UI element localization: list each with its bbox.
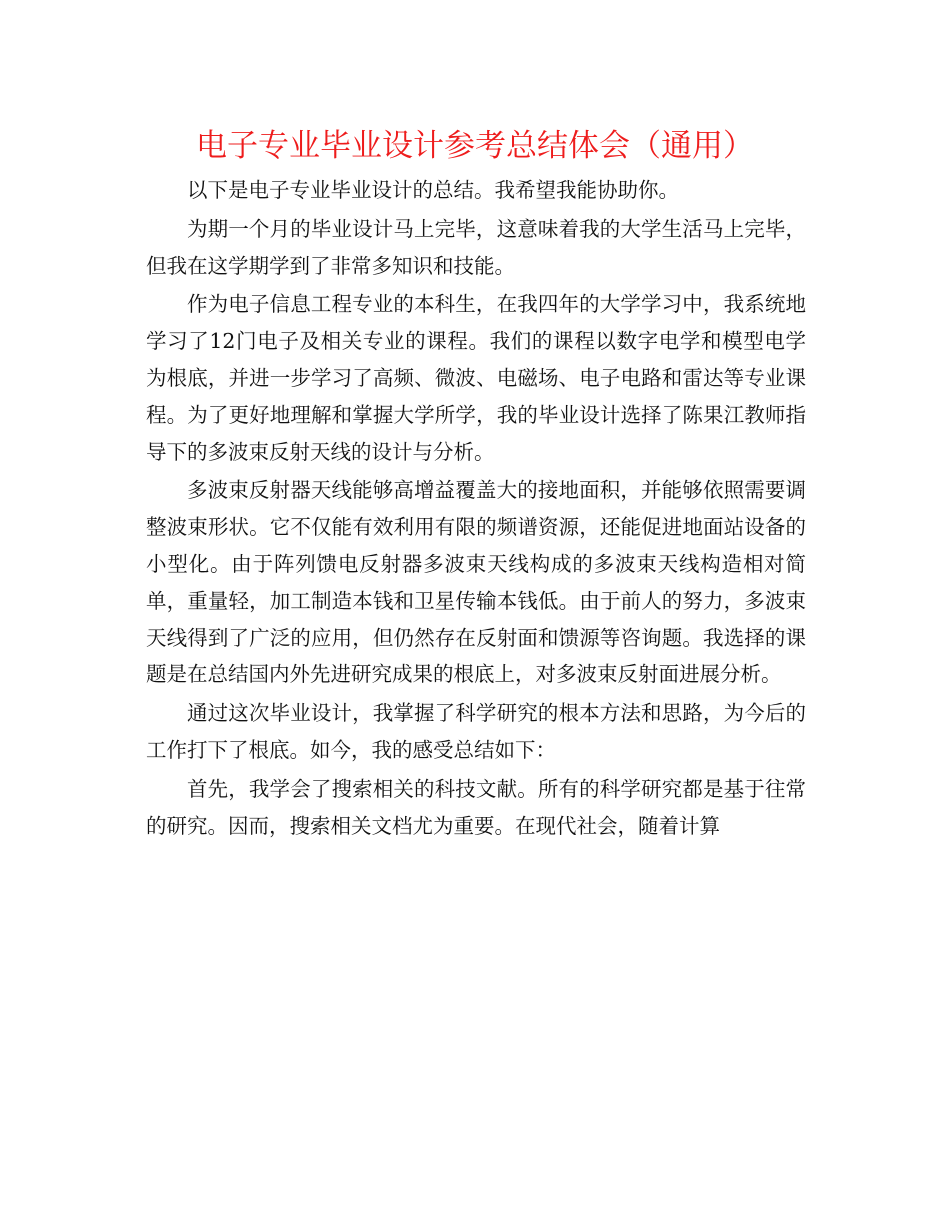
- document-body: [146, 172, 806, 846]
- paragraph-intro: 以下是电子专业毕业设计的总结。我希望我能协助你。: [187, 178, 679, 202]
- document-title: 电子专业毕业设计参考总结体会（通用）: [196, 128, 754, 164]
- paragraph-literature-search: 首先，我学会了搜索相关的科技文献。所有的科学研究都是基于往常的研究。因而，搜索相关文档尤为重要。在现代社会，随着计算: [146, 776, 806, 838]
- paragraph-summary-intro: 通过这次毕业设计，我掌握了科学研究的根本方法和思路，为今后的工作打下了根底。如今，我的感受总结如下：: [146, 701, 806, 762]
- paragraph-study-background: 作为电子信息工程专业的本科生，在我四年的大学学习中，我系统地学习了12门电子及相关专业的课程。我们的课程以数字电学和模型电学为根底，并进一步学习了高频、微波、电磁场、电子电路和雷达等专业课程。为了更好地理解和掌握大学所学，我的毕业设计选择了陈果江教师指导下的多波束反射天线的设计与分析。: [146, 292, 806, 464]
- paragraph-design-ending: 为期一个月的毕业设计马上完毕，这意味着我的大学生活马上完毕，但我在这学期学到了非常多知识和技能。: [146, 216, 806, 278]
- paragraph-multibeam-antenna: 多波束反射器天线能够高增益覆盖大的接地面积，并能够依照需要调整波束形状。它不仅能有效利用有限的频谱资源，还能促进地面站设备的小型化。由于阵列馈电反射器多波束天线构成的多波束天线构造相对简单，重量轻，加工制造本钱和卫星传输本钱低。由于前人的努力，多波束天线得到了广泛的应用，但仍然存在反射面和馈源等咨询题。我选择的课题是在总结国内外先进研究成果的根底上，对多波束反射面进展分析。: [146, 478, 806, 687]
